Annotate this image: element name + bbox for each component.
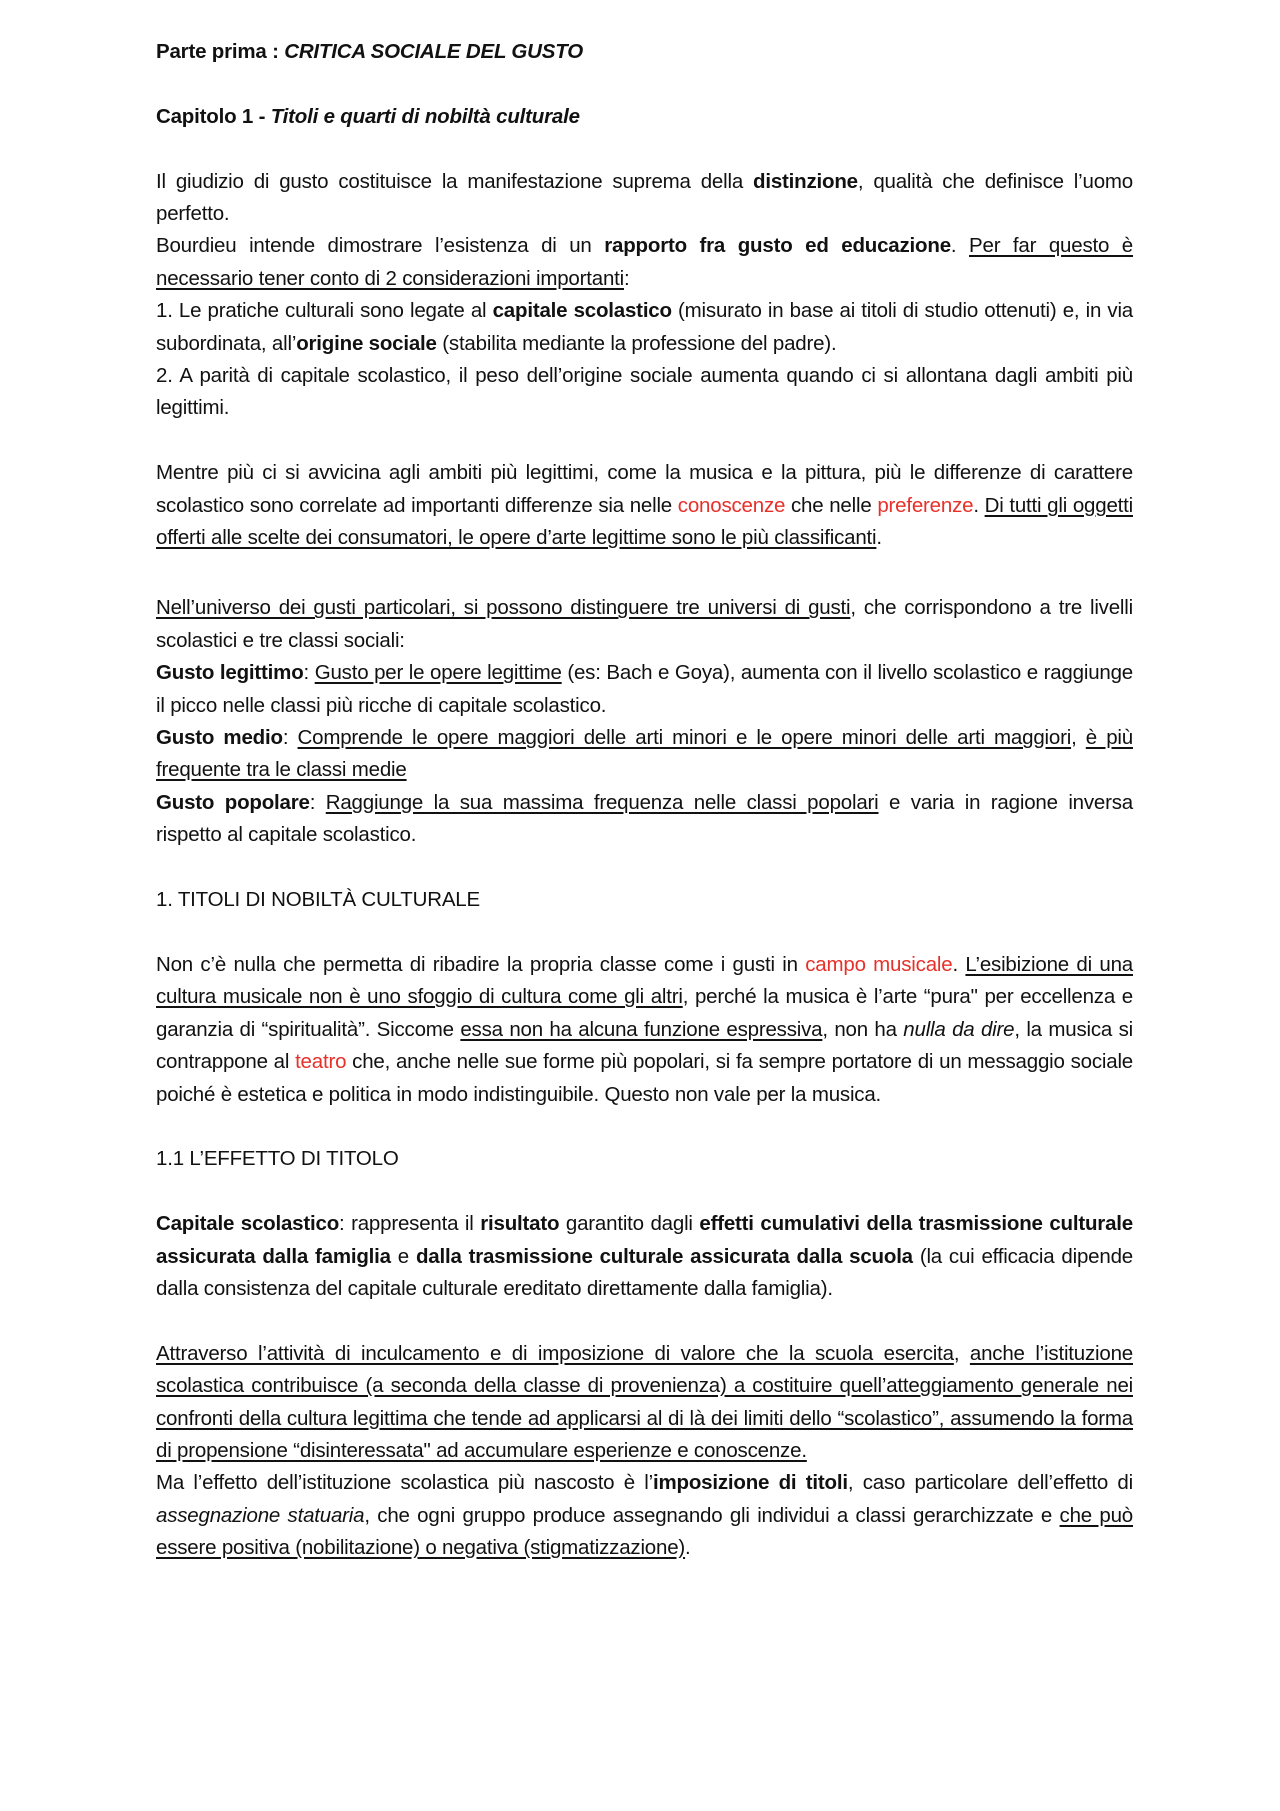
text-run: .: [685, 1536, 691, 1560]
paragraph: [156, 949, 1133, 1111]
paragraph: [156, 230, 1133, 295]
paragraph: [156, 166, 1133, 231]
text-run: :: [303, 661, 315, 685]
text-run: Titoli e quarti di nobiltà culturale: [270, 104, 580, 128]
paragraph: [156, 1338, 1133, 1468]
text-run: Capitolo 1 -: [156, 104, 271, 128]
text-run: che nelle: [785, 493, 878, 517]
text-run: 2. A parità di capitale scolastico, il peso dell’origine sociale aumenta quando ci si allontana dagli ambiti più legittimi.: [156, 364, 1133, 420]
text-run: (stabilita mediante la professione del padre).: [436, 331, 837, 355]
text-run: campo musicale: [805, 952, 953, 976]
paragraph: [156, 457, 1133, 554]
paragraph: [156, 787, 1133, 852]
text-run: L’esibizione di una cultura musicale non è uno sfoggio di cultura come gli altri: [156, 952, 1133, 1009]
text-run: , la musica si contrappone al: [156, 1017, 1133, 1074]
text-run: .: [950, 234, 970, 258]
text-run: che può essere positiva (nobilitazione) o negativa (stigmatizzazione): [156, 1503, 1133, 1560]
text-run: che, anche nelle sue forme più popolari, si fa sempre portatore di un messaggio sociale poiché è estetica e politica in modo indistinguibile. Questo non vale per la musica.: [156, 1050, 1133, 1106]
text-run: Bourdieu intende dimostrare l’esistenza di un: [156, 234, 605, 258]
text-run: origine sociale: [296, 331, 437, 355]
text-run: preferenze: [877, 493, 974, 517]
paragraph: [156, 1143, 1133, 1175]
text-run: Capitale scolastico: [156, 1212, 340, 1236]
text-run: (misurato in base ai titoli di studio ottenuti) e, in via subordinata, all’: [156, 299, 1133, 355]
paragraph: [156, 295, 1133, 360]
text-run: :: [624, 266, 630, 290]
text-run: anche l’istituzione scolastica contribuisce (a seconda della classe di provenienza) a costituire quell’atteggiamento generale nei confronti della cultura legittima che tende ad applicarsi al di là dei limiti dello “scolastico”, assumendo la forma di propensione “disinteressata" ad accumulare esperienze e conoscenze.: [156, 1341, 1134, 1462]
text-run: essa non ha alcuna funzione espressiva: [460, 1017, 823, 1041]
text-run: teatro: [295, 1050, 347, 1074]
text-run: Gusto medio: [156, 726, 283, 750]
text-run: ,: [953, 1341, 970, 1365]
text-run: e: [390, 1244, 416, 1268]
paragraph: [156, 360, 1133, 425]
text-run: :: [282, 726, 298, 750]
paragraph: [156, 884, 1133, 916]
text-run: , perché la musica è l’arte “pura" per eccellenza e garanzia di “spiritualità”. Siccome: [156, 985, 1133, 1041]
text-run: , non ha: [822, 1017, 904, 1041]
text-run: (es: Bach e Goya), aumenta con il livello scolastico e raggiunge il picco nelle classi più ricche di capitale scolastico.: [156, 661, 1133, 717]
text-run: 1.1 L’EFFETTO DI TITOLO: [156, 1147, 399, 1171]
text-run: Gusto per le opere legittime: [314, 661, 562, 685]
text-run: imposizione di titoli: [653, 1471, 848, 1495]
text-run: Comprende le opere maggiori delle arti minori e le opere minori delle arti maggiori: [297, 726, 1072, 750]
text-run: 1. TITOLI DI NOBILTÀ CULTURALE: [156, 888, 480, 912]
text-run: Per far questo è necessario tener conto di 2 considerazioni importanti: [156, 234, 1133, 290]
paragraph: [156, 36, 1133, 68]
text-run: : rappresenta il: [339, 1212, 481, 1236]
text-run: rapporto fra gusto ed educazione: [604, 234, 951, 258]
text-run: (la cui efficacia dipende dalla consistenza del capitale culturale ereditato direttamente dalla famiglia).: [156, 1244, 1133, 1300]
text-run: capitale scolastico: [492, 299, 672, 323]
paragraph: [156, 592, 1133, 657]
text-run: è più frequente tra le classi medie: [156, 726, 1133, 782]
text-run: assegnazione statuaria: [156, 1503, 365, 1527]
document-page: [156, 36, 1133, 1565]
text-run: Parte prima :: [156, 40, 285, 63]
paragraph: [156, 101, 1133, 133]
text-run: .: [876, 526, 882, 550]
text-run: garantito dagli: [559, 1212, 700, 1236]
paragraph: [156, 1208, 1133, 1305]
paragraph: [156, 657, 1133, 722]
text-run: Il giudizio di gusto costituisce la manifestazione suprema della: [156, 169, 753, 193]
text-run: Di tutti gli oggetti offerti alle scelte dei consumatori, le opere d’arte legittime sono le più classificanti: [156, 493, 1133, 550]
text-run: effetti cumulativi della trasmissione culturale assicurata dalla famiglia: [156, 1212, 1133, 1268]
text-run: risultato: [480, 1212, 560, 1236]
text-run: nulla da dire: [903, 1017, 1015, 1041]
text-run: , caso particolare dell’effetto di: [847, 1471, 1133, 1495]
text-run: , qualità che definisce l’uomo perfetto.: [156, 169, 1133, 225]
text-run: distinzione: [753, 169, 858, 193]
text-run: Gusto legittimo: [156, 661, 304, 685]
text-run: Non c’è nulla che permetta di ribadire la propria classe come i gusti in: [156, 952, 806, 976]
text-run: dalla trasmissione culturale assicurata dalla scuola: [415, 1244, 913, 1268]
text-run: Nell’universo dei gusti particolari, si possono distinguere tre universi di gusti: [156, 596, 851, 620]
text-run: e varia in ragione inversa rispetto al capitale scolastico.: [156, 790, 1134, 847]
text-run: 1. Le pratiche culturali sono legate al: [156, 299, 493, 323]
text-run: Mentre più ci si avvicina agli ambiti più legittimi, come la musica e la pittura, più le differenze di carattere scolastico sono correlate ad importanti differenze sia nelle: [156, 461, 1133, 517]
text-run: .: [973, 493, 985, 517]
text-run: ,: [1071, 726, 1086, 750]
text-run: , che ogni gruppo produce assegnando gli individui a classi gerarchizzate e: [364, 1503, 1060, 1527]
text-run: Ma l’effetto dell’istituzione scolastica più nascosto è l’: [156, 1471, 653, 1495]
text-run: , che corrispondono a tre livelli scolastici e tre classi sociali:: [156, 596, 1133, 652]
text-run: conoscenze: [677, 493, 786, 517]
text-run: Raggiunge la sua massima frequenza nelle classi popolari: [325, 790, 879, 814]
paragraph: [156, 1467, 1133, 1564]
text-run: :: [309, 790, 326, 814]
text-run: .: [952, 952, 966, 976]
paragraph: [156, 722, 1133, 787]
text-run: Attraverso l’attività di inculcamento e di imposizione di valore che la scuola esercita: [156, 1341, 954, 1365]
text-run: Gusto popolare: [156, 790, 310, 814]
text-run: CRITICA SOCIALE DEL GUSTO: [284, 40, 583, 63]
